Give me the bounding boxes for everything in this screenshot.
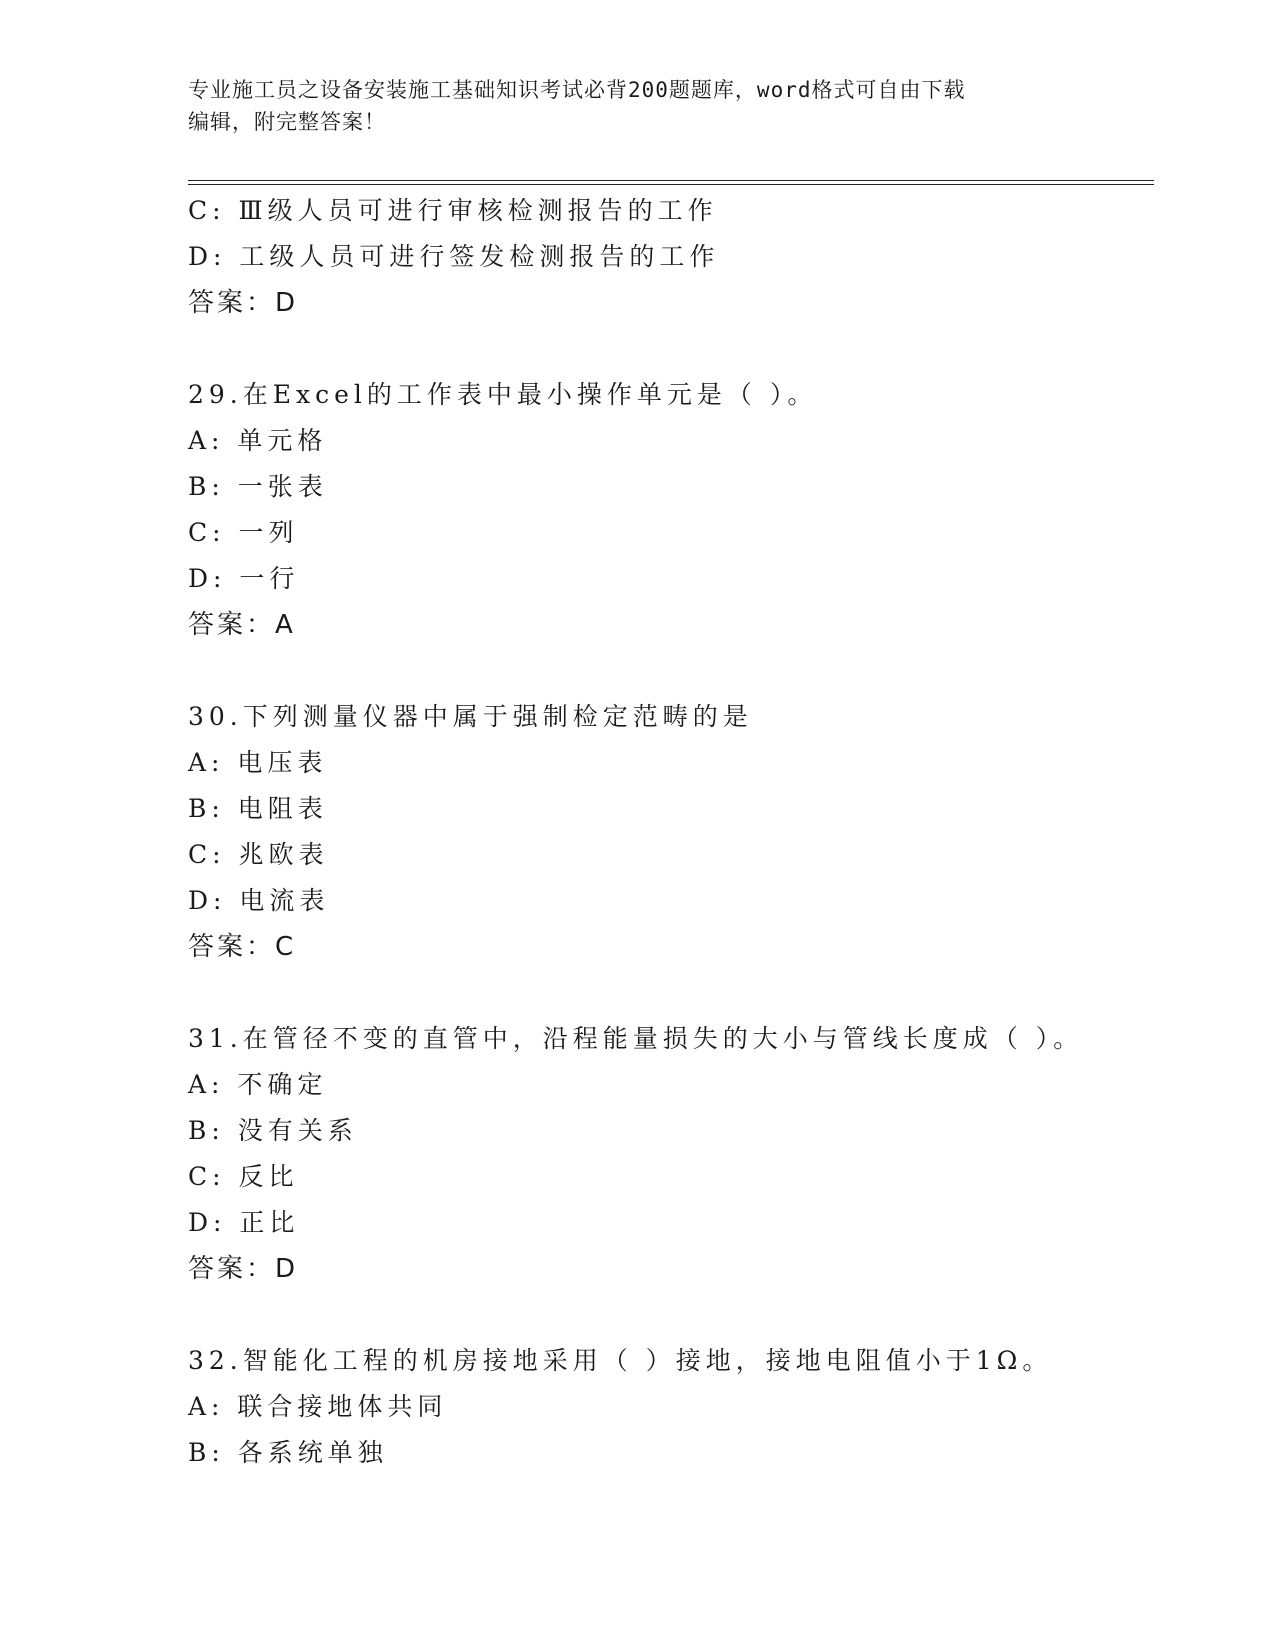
question-block-28 [188,188,1148,326]
question-list [188,188,1148,1476]
option-b: B: 没有关系 [188,1116,358,1145]
option-a: A: 不确定 [188,1070,328,1099]
question-stem: 30.下列测量仪器中属于强制检定范畴的是 [188,702,753,731]
option-b: B: 电阻表 [188,794,328,823]
option-d: D: 工级人员可进行签发检测报告的工作 [188,242,720,271]
answer-label: 答案：A [188,610,296,640]
option-d: D: 正比 [188,1208,300,1237]
option-b: B: 一张表 [188,472,328,501]
question-stem: 31.在管径不变的直管中，沿程能量损失的大小与管线长度成（ ）。 [188,1024,1084,1053]
option-b: B: 各系统单独 [188,1438,388,1467]
spacer [188,326,1148,372]
spacer [188,970,1148,1016]
option-c: C: 兆欧表 [188,840,329,869]
option-c: C: 反比 [188,1162,299,1191]
option-a: A: 单元格 [188,426,328,455]
answer-label: 答案：D [188,1254,299,1284]
option-c: C: 一列 [188,518,299,547]
option-d: D: 一行 [188,564,300,593]
question-block-31 [188,1016,1148,1292]
header-line-1: 专业施工员之设备安装施工基础知识考试必背200题题库，word格式可自由下载 [188,78,966,102]
question-stem: 32.智能化工程的机房接地采用（ ）接地，接地电阻值小于1Ω。 [188,1346,1053,1375]
document-header [188,74,1088,138]
answer-label: 答案：D [188,288,299,318]
spacer [188,1292,1148,1338]
option-a: A: 电压表 [188,748,328,777]
header-line-2: 编辑，附完整答案！ [188,110,386,134]
question-block-29 [188,372,1148,648]
header-divider-top [188,180,1154,181]
question-block-32 [188,1338,1148,1476]
answer-label: 答案：C [188,932,297,962]
option-a: A: 联合接地体共同 [188,1392,448,1421]
option-c: C: Ⅲ级人员可进行审核检测报告的工作 [188,196,718,225]
question-block-30 [188,694,1148,970]
spacer [188,648,1148,694]
option-d: D: 电流表 [188,886,330,915]
header-divider-bottom [188,184,1154,185]
question-stem: 29.在Excel的工作表中最小操作单元是（ ）。 [188,380,818,409]
